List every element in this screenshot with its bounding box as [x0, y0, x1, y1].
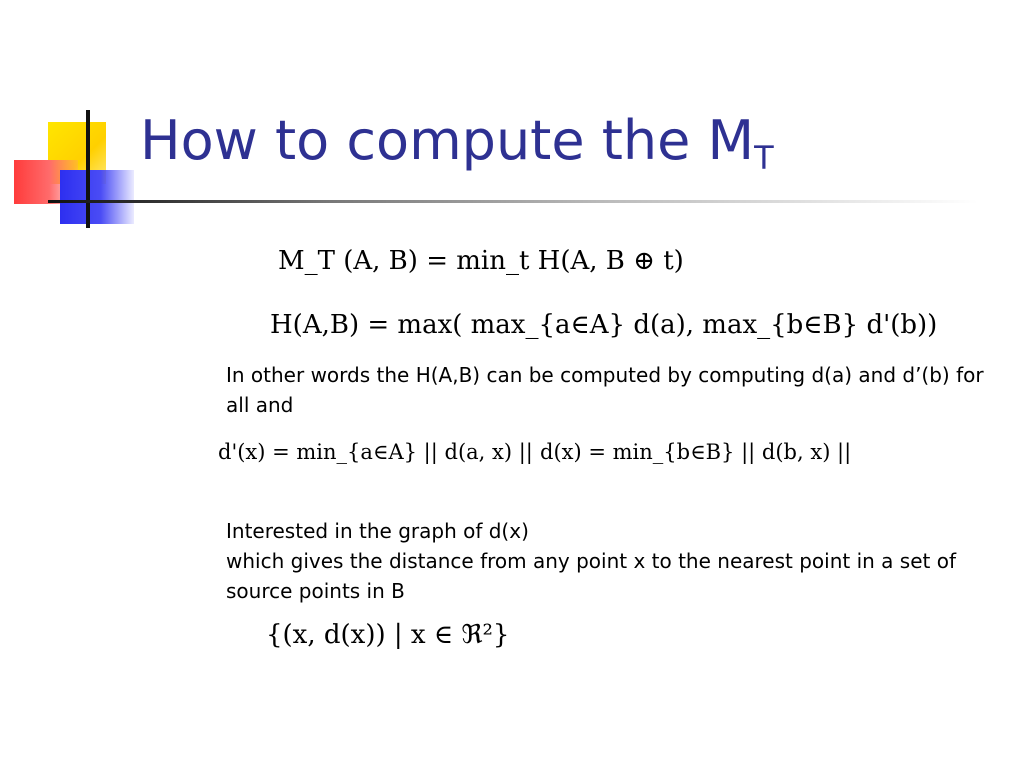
paragraph-hausdorff-explanation: In other words the H(A,B) can be computed by computing d(a) and d’(b) for all and — [226, 363, 984, 417]
formula-hausdorff-definition: H(A,B) = max( max_{a∈A} d(a), max_{b∈B} d'(b)) — [270, 310, 938, 340]
formula-d-prime-definition: d'(x) = min_{a∈A} || d(a, x) || — [218, 440, 533, 464]
paragraph-distance-graph — [226, 516, 1006, 606]
slide-title — [140, 109, 774, 177]
formula-d-definition: d(x) = min_{b∈B} || d(b, x) || — [540, 440, 852, 464]
slide-title-subscript: T — [754, 139, 774, 177]
slide-title-text: How to compute the M — [140, 109, 755, 172]
paragraph-distance-graph-line2: which gives the distance from any point x to the nearest point in a set of source points in B — [226, 549, 956, 603]
logo-blue-square — [60, 170, 134, 224]
logo-vertical-line — [86, 110, 90, 228]
slide-logo — [0, 0, 150, 240]
formula-mt-definition: M_T (A, B) = min_t H(A, B ⊕ t) — [278, 246, 684, 276]
formula-graph-set: {(x, d(x)) | x ∈ ℜ²} — [266, 620, 510, 650]
title-divider — [48, 200, 978, 203]
paragraph-distance-graph-line1: Interested in the graph of d(x) — [226, 519, 529, 543]
